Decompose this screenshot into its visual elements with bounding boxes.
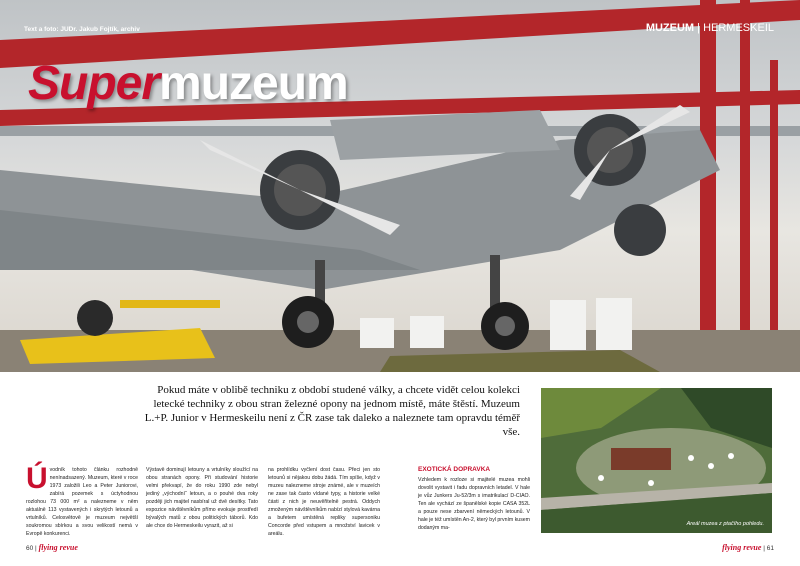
article-title	[28, 56, 348, 111]
column-3: na prohlídku vyčlení dost času. Přeci jen sto letounů si nějakou dobu žádá. Tím spíše, když v muzeu nalezneme stroje známé, ale v muzeích ne zase tak často vídané typy, a historie velké části z nich je neuvěřitelně pestrá. Oddych zmoženým návštěvníkům nabízí stylová kavárna a bufetem umístěná repliky supersoniku Concorde před vstupem a množství lavicek v areálu.	[268, 467, 380, 537]
aerial-view-illustration	[541, 388, 772, 533]
magazine-brand-right: flying revue	[722, 543, 762, 552]
page-number-right: 61	[766, 545, 774, 552]
footer-right	[722, 543, 774, 552]
section-label-rest: HERMESKEIL	[703, 22, 774, 34]
drop-cap: Ú	[26, 462, 48, 495]
column-4-heading: EXOTICKÁ DOPRAVKA	[418, 466, 491, 473]
column-4	[418, 466, 530, 532]
page-number-left: 60	[26, 545, 34, 552]
title-white-part: muzeum	[159, 57, 348, 110]
photo-credit: Text a foto: JUDr. Jakub Fojtík, archiv	[24, 26, 140, 33]
section-label-bold: MUZEUM	[645, 22, 695, 34]
aerial-photo-caption: Areál muzea z ptačího pohledu.	[686, 521, 764, 527]
column-2: Výstavě dominují letouny a vrtulníky sloužící na obou stranách opony. Při studování historie velmi překvapí, že do roku 1990 zde nebyl jediný „východní“ letoun, a o pouhé dva roky později jich majitel nasbíral už dvě desítky. Tato expozice návštěvníkům přímo evokuje prostředí bývalých matů z obou politických táborů. Kdo ale chce do Hermeskeilu vyrazit, až si	[146, 467, 258, 529]
article-lead: Pokud máte v oblibě techniku z období studené války, a chcete vidět celou kolekci letecké techniky z obou stran železné opony na jednom místě, máte štěstí. Muzeum L.+P. Junior v Hermeskeilu není z ČR zase tak daleko a naleznete tam opravdu téměř vše.	[144, 384, 520, 438]
section-label	[646, 22, 774, 34]
footer-divider-right: |	[763, 545, 765, 552]
column-1	[26, 462, 138, 538]
section-divider: |	[697, 22, 701, 34]
column-4-text: Vzhledem k rozloze si majitelé muzea mohli dovolit vystavit i řadu dopravních letadel. V hale je vůz Junkers Ju-52/3m s imatrikulací D-CIAO. Ten ale vychází ze španělské kopie CASA 352L a pouze nese zbarvení německých letounů. V hale je též umístěn An-2, který byl prvním kusem dodaným ma-	[418, 477, 530, 531]
title-red-part: Super	[28, 57, 160, 110]
footer-left	[26, 543, 78, 552]
magazine-brand-left: flying revue	[38, 543, 78, 552]
aerial-photo	[541, 388, 772, 533]
column-1-text: vodník tohoto článku rozhodně nenínadsazený. Muzeum, které v roce 1973 založili Leo a Peter Juniorovi, zabírá pozemek s úctyhodnou rozlohou 73 000 m² a nalezneme v něm aktuálně 113 vystavených i skrytých letounů a vrtulníků. Celosvětově je muzeum největší soukromou sbírkou a svou velikostí nemá v Evropě konkurenci.	[26, 467, 138, 537]
footer-divider-left: |	[35, 545, 37, 552]
